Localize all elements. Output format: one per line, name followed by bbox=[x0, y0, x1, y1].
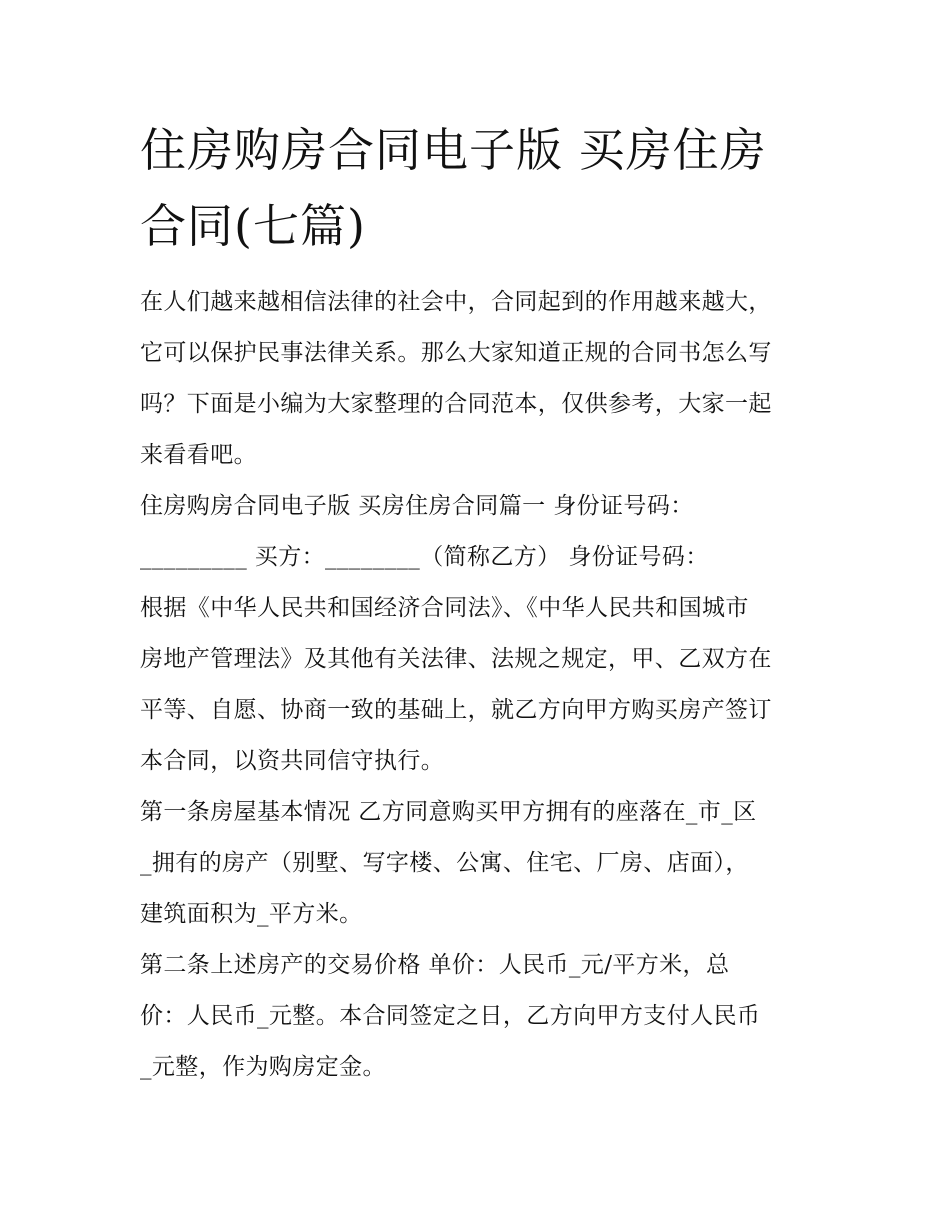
body-line-article1-2: _拥有的房产（别墅、写字楼、公寓、住宅、厂房、店面）， bbox=[140, 850, 749, 876]
body-line-basis-1: 根据《中华人民共和国经济合同法》、《中华人民共和国城市 bbox=[140, 595, 749, 621]
body-line-intro-1: 在人们越来越相信法律的社会中，合同起到的作用越来越大， bbox=[140, 289, 772, 315]
body-line-basis-2: 房地产管理法》及其他有关法律、法规之规定，甲、乙双方在 bbox=[140, 646, 772, 672]
body-line-intro-2: 它可以保护民事法律关系。那么大家知道正规的合同书怎么写 bbox=[140, 340, 772, 366]
body-line-intro-4: 来看看吧。 bbox=[140, 442, 257, 468]
body-line-article1-1: 第一条房屋基本情况 乙方同意购买甲方拥有的座落在_市_区 bbox=[140, 799, 757, 825]
body-line-section-heading: 住房购房合同电子版 买房住房合同篇一 身份证号码： bbox=[140, 493, 694, 519]
body-line-basis-4: 本合同，以资共同信守执行。 bbox=[140, 748, 445, 774]
title-line-1: 住房购房合同电子版 买房住房 bbox=[140, 123, 767, 177]
body-line-article2-2: 价：人民币_元整。本合同签定之日，乙方向甲方支付人民币 bbox=[140, 1003, 761, 1029]
body-line-article2-3: _元整，作为购房定金。 bbox=[140, 1054, 386, 1080]
title-line-2: 合同(七篇) bbox=[140, 199, 366, 253]
body-line-basis-3: 平等、自愿、协商一致的基础上，就乙方向甲方购买房产签订 bbox=[140, 697, 772, 723]
document-body bbox=[140, 277, 830, 1093]
body-line-article1-3: 建筑面积为_平方米。 bbox=[140, 901, 363, 927]
body-line-buyer-fields: _________ 买方：________（简称乙方） 身份证号码： bbox=[140, 544, 709, 570]
body-line-intro-3: 吗？下面是小编为大家整理的合同范本，仅供参考，大家一起 bbox=[140, 391, 772, 417]
document-title bbox=[140, 112, 830, 264]
body-line-article2-1: 第二条上述房产的交易价格 单价：人民币_元/平方米，总 bbox=[140, 952, 730, 978]
